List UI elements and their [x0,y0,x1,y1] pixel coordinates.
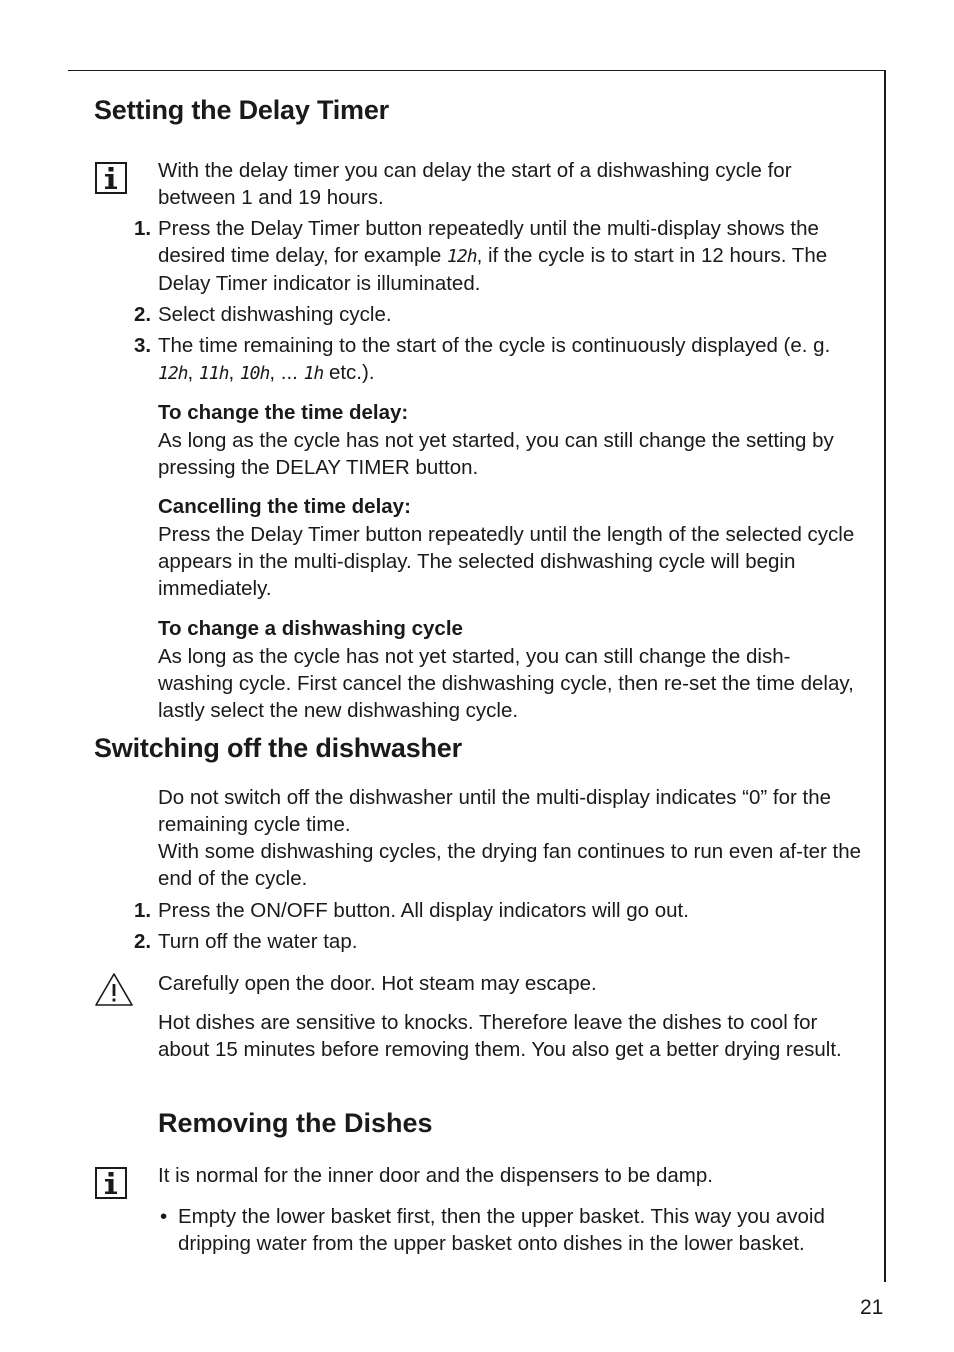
step-number: 2. [134,303,152,326]
step-number: 1. [134,899,152,922]
step-number: 1. [134,217,152,240]
step-number: 3. [134,334,152,357]
step-text: Press the Delay Timer button repeatedly until the multi-display shows the desired time delay, for example 12h, if the cycle is to start in 12 hours. The Delay Timer indicator is illuminated. [158,217,828,295]
bullet-text: Empty the lower basket first, then the upper basket. This way you avoid dripping water from the upper basket onto dishes in the lower basket. [178,1205,825,1255]
display-readout: 1h [303,363,324,384]
bullet: • [160,1205,168,1228]
display-readout: 12h [158,363,188,384]
switch-off-fan-note: With some dishwashing cycles, the drying fan continues to run even af-ter the end of the cycle. [158,840,862,890]
step-text: Turn off the water tap. [158,930,358,953]
switch-off-intro: Do not switch off the dishwasher until the multi-display indicates “0” for the remaining cycle time. [158,786,832,836]
delay-timer-intro: With the delay timer you can delay the start of a dishwashing cycle for between 1 and 19 hours. [158,159,792,209]
change-delay-text: As long as the cycle has not yet started, you can still change the setting by pressing the DELAY TIMER button. [158,429,834,479]
section-title-delay-timer: Setting the Delay Timer [94,95,389,125]
section-title-switching-off: Switching off the dishwasher [94,733,462,763]
step-text: Select dishwashing cycle. [158,303,392,326]
display-readout: 10h [239,363,270,384]
step-text: The time remaining to the start of the cycle is continuously displayed (e. g. 12h, 11h, 10h, ... 1h etc.). [158,334,831,384]
info-icon [95,162,127,194]
cancel-delay-text: Press the Delay Timer button repeatedly until the length of the selected cycle appears in the multi-display. The selected dishwashing cycle will begin immediately. [158,523,855,600]
right-rule [884,70,886,1282]
subheading-change-delay: To change the time delay: [158,401,409,424]
hot-dishes-note: Hot dishes are sensitive to knocks. Therefore leave the dishes to cool for about 15 minutes before removing them. You also get a better drying result. [158,1011,842,1061]
subheading-cancel-delay: Cancelling the time delay: [158,495,411,518]
section-title-removing-dishes: Removing the Dishes [158,1108,433,1138]
top-rule [68,70,886,71]
warning-text: Carefully open the door. Hot steam may escape. [158,972,597,995]
info-icon [95,1167,127,1199]
change-cycle-text: As long as the cycle has not yet started, you can still change the dish-washing cycle. First cancel the dishwashing cycle, then re-set the time delay, lastly select the new dishwashing cycle. [158,645,854,722]
page-number: 21 [860,1296,884,1319]
subheading-change-cycle: To change a dishwashing cycle [158,617,463,640]
step-number: 2. [134,930,152,953]
display-readout: 12h [447,246,477,267]
warning-icon [94,972,134,1008]
damp-info-text: It is normal for the inner door and the dispensers to be damp. [158,1164,713,1187]
step-text: Press the ON/OFF button. All display indicators will go out. [158,899,689,922]
display-readout: 11h [198,363,229,384]
